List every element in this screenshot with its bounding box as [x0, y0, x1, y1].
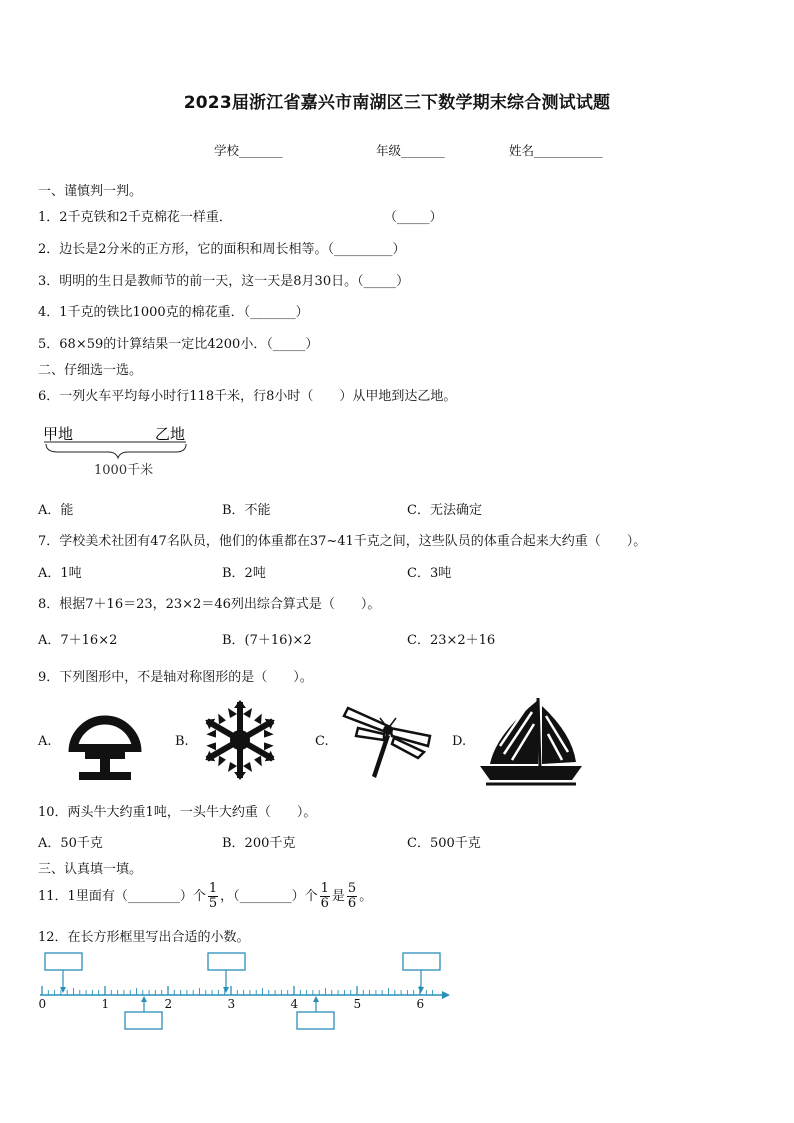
number-line-label: 2 [164, 997, 173, 1011]
grade-field[interactable]: 年级_______ [376, 143, 445, 158]
section-1-heading: 一、谨慎判一判。 [38, 184, 143, 199]
q11-text-c: 是 [331, 889, 345, 904]
question-5: 5．68×59的计算结果一定比4200小．（_____） [38, 337, 319, 352]
question-10: 10．两头牛大约重1吨，一头牛大约重（ ）。 [38, 805, 317, 820]
q9-option-d[interactable]: D. [452, 734, 467, 749]
q6-option-b[interactable]: B．不能 [222, 503, 271, 518]
number-line-arrow [442, 991, 450, 999]
number-line-label: 6 [416, 997, 425, 1011]
diagram-start-label: 甲地 [43, 425, 74, 443]
diagram-distance-label: 1000千米 [94, 463, 154, 478]
q8-option-c[interactable]: C．23×2＋16 [407, 633, 496, 648]
q6-option-c[interactable]: C．无法确定 [407, 503, 482, 518]
page-title: 2023届浙江省嘉兴市南湖区三下数学期末综合测试试题 [183, 93, 611, 113]
answer-box[interactable] [403, 953, 440, 970]
fraction-one-fifth [208, 882, 218, 911]
q10-option-a[interactable]: A．50千克 [38, 836, 103, 851]
question-1: 1．2千克铁和2千克棉花一样重． [38, 210, 232, 225]
question-6: 6．一列火车平均每小时行118千米，行8小时（ ）从甲地到达乙地。 [38, 389, 457, 404]
fraction-five-sixths [347, 882, 357, 911]
q7-option-a[interactable]: A．1吨 [38, 566, 82, 581]
question-2: 2．边长是2分米的正方形，它的面积和周长相等。（_________） [38, 242, 406, 257]
question-8: 8．根据7＋16＝23，23×2＝46列出综合算式是（ ）。 [38, 597, 381, 612]
q8-option-a[interactable]: A．7＋16×2 [38, 633, 118, 648]
q11-text-b: ，（________）个 [220, 889, 318, 904]
question-12: 12．在长方形框里写出合适的小数。 [38, 930, 250, 945]
q11-text-a: 11．1里面有（________）个 [38, 889, 206, 904]
fraction-denominator: 5 [208, 896, 218, 911]
distance-diagram [38, 420, 198, 480]
name-field[interactable]: 姓名___________ [509, 143, 603, 158]
school-field[interactable]: 学校_______ [214, 143, 283, 158]
question-1-blank[interactable]: （_____） [384, 210, 443, 225]
answer-box[interactable] [125, 1012, 162, 1029]
fraction-numerator: 1 [208, 881, 218, 896]
answer-box[interactable] [208, 953, 245, 970]
q10-option-b[interactable]: B．200千克 [222, 836, 296, 851]
number-line-label: 4 [290, 997, 299, 1011]
number-line [30, 948, 460, 1038]
q10-option-c[interactable]: C．500千克 [407, 836, 481, 851]
number-line-label: 3 [227, 997, 236, 1011]
snowflake-icon [200, 700, 280, 780]
dragonfly-icon [340, 702, 436, 782]
question-9: 9．下列图形中，不是轴对称图形的是（ ）。 [38, 670, 313, 685]
q7-option-b[interactable]: B．2吨 [222, 566, 266, 581]
q6-option-a[interactable]: A．能 [38, 503, 74, 518]
fraction-denominator: 6 [320, 896, 329, 911]
number-line-label: 1 [101, 997, 110, 1011]
q7-option-c[interactable]: C．3吨 [407, 566, 452, 581]
q9-option-c[interactable]: C. [315, 734, 329, 749]
answer-box[interactable] [297, 1012, 334, 1029]
rail-logo-icon [65, 702, 145, 782]
fraction-numerator: 1 [320, 881, 329, 896]
question-11 [38, 879, 372, 915]
q11-text-d: 。 [359, 889, 373, 904]
question-3: 3．明明的生日是教师节的前一天，这一天是8月30日。（_____） [38, 274, 410, 289]
q9-option-b[interactable]: B. [175, 734, 189, 749]
q9-option-a[interactable]: A. [38, 734, 52, 749]
q8-option-b[interactable]: B．(7＋16)×2 [222, 633, 312, 648]
fraction-denominator: 6 [347, 896, 357, 911]
section-2-heading: 二、仔细选一选。 [38, 363, 143, 378]
fraction-one-sixth [320, 882, 330, 911]
number-line-label: 0 [38, 997, 47, 1011]
number-line-label: 5 [353, 997, 362, 1011]
question-7: 7．学校美术社团有47名队员，他们的体重都在37~41千克之间，这些队员的体重合起来大约重（ ）。 [38, 534, 647, 549]
diagram-end-label: 乙地 [155, 425, 186, 443]
diagram-brace [46, 444, 186, 458]
fraction-numerator: 5 [347, 881, 357, 896]
section-3-heading: 三、认真填一填。 [38, 862, 143, 877]
question-4: 4．1千克的铁比1000克的棉花重．（_______） [38, 305, 309, 320]
sailboat-icon [476, 694, 586, 788]
answer-box[interactable] [45, 953, 82, 970]
